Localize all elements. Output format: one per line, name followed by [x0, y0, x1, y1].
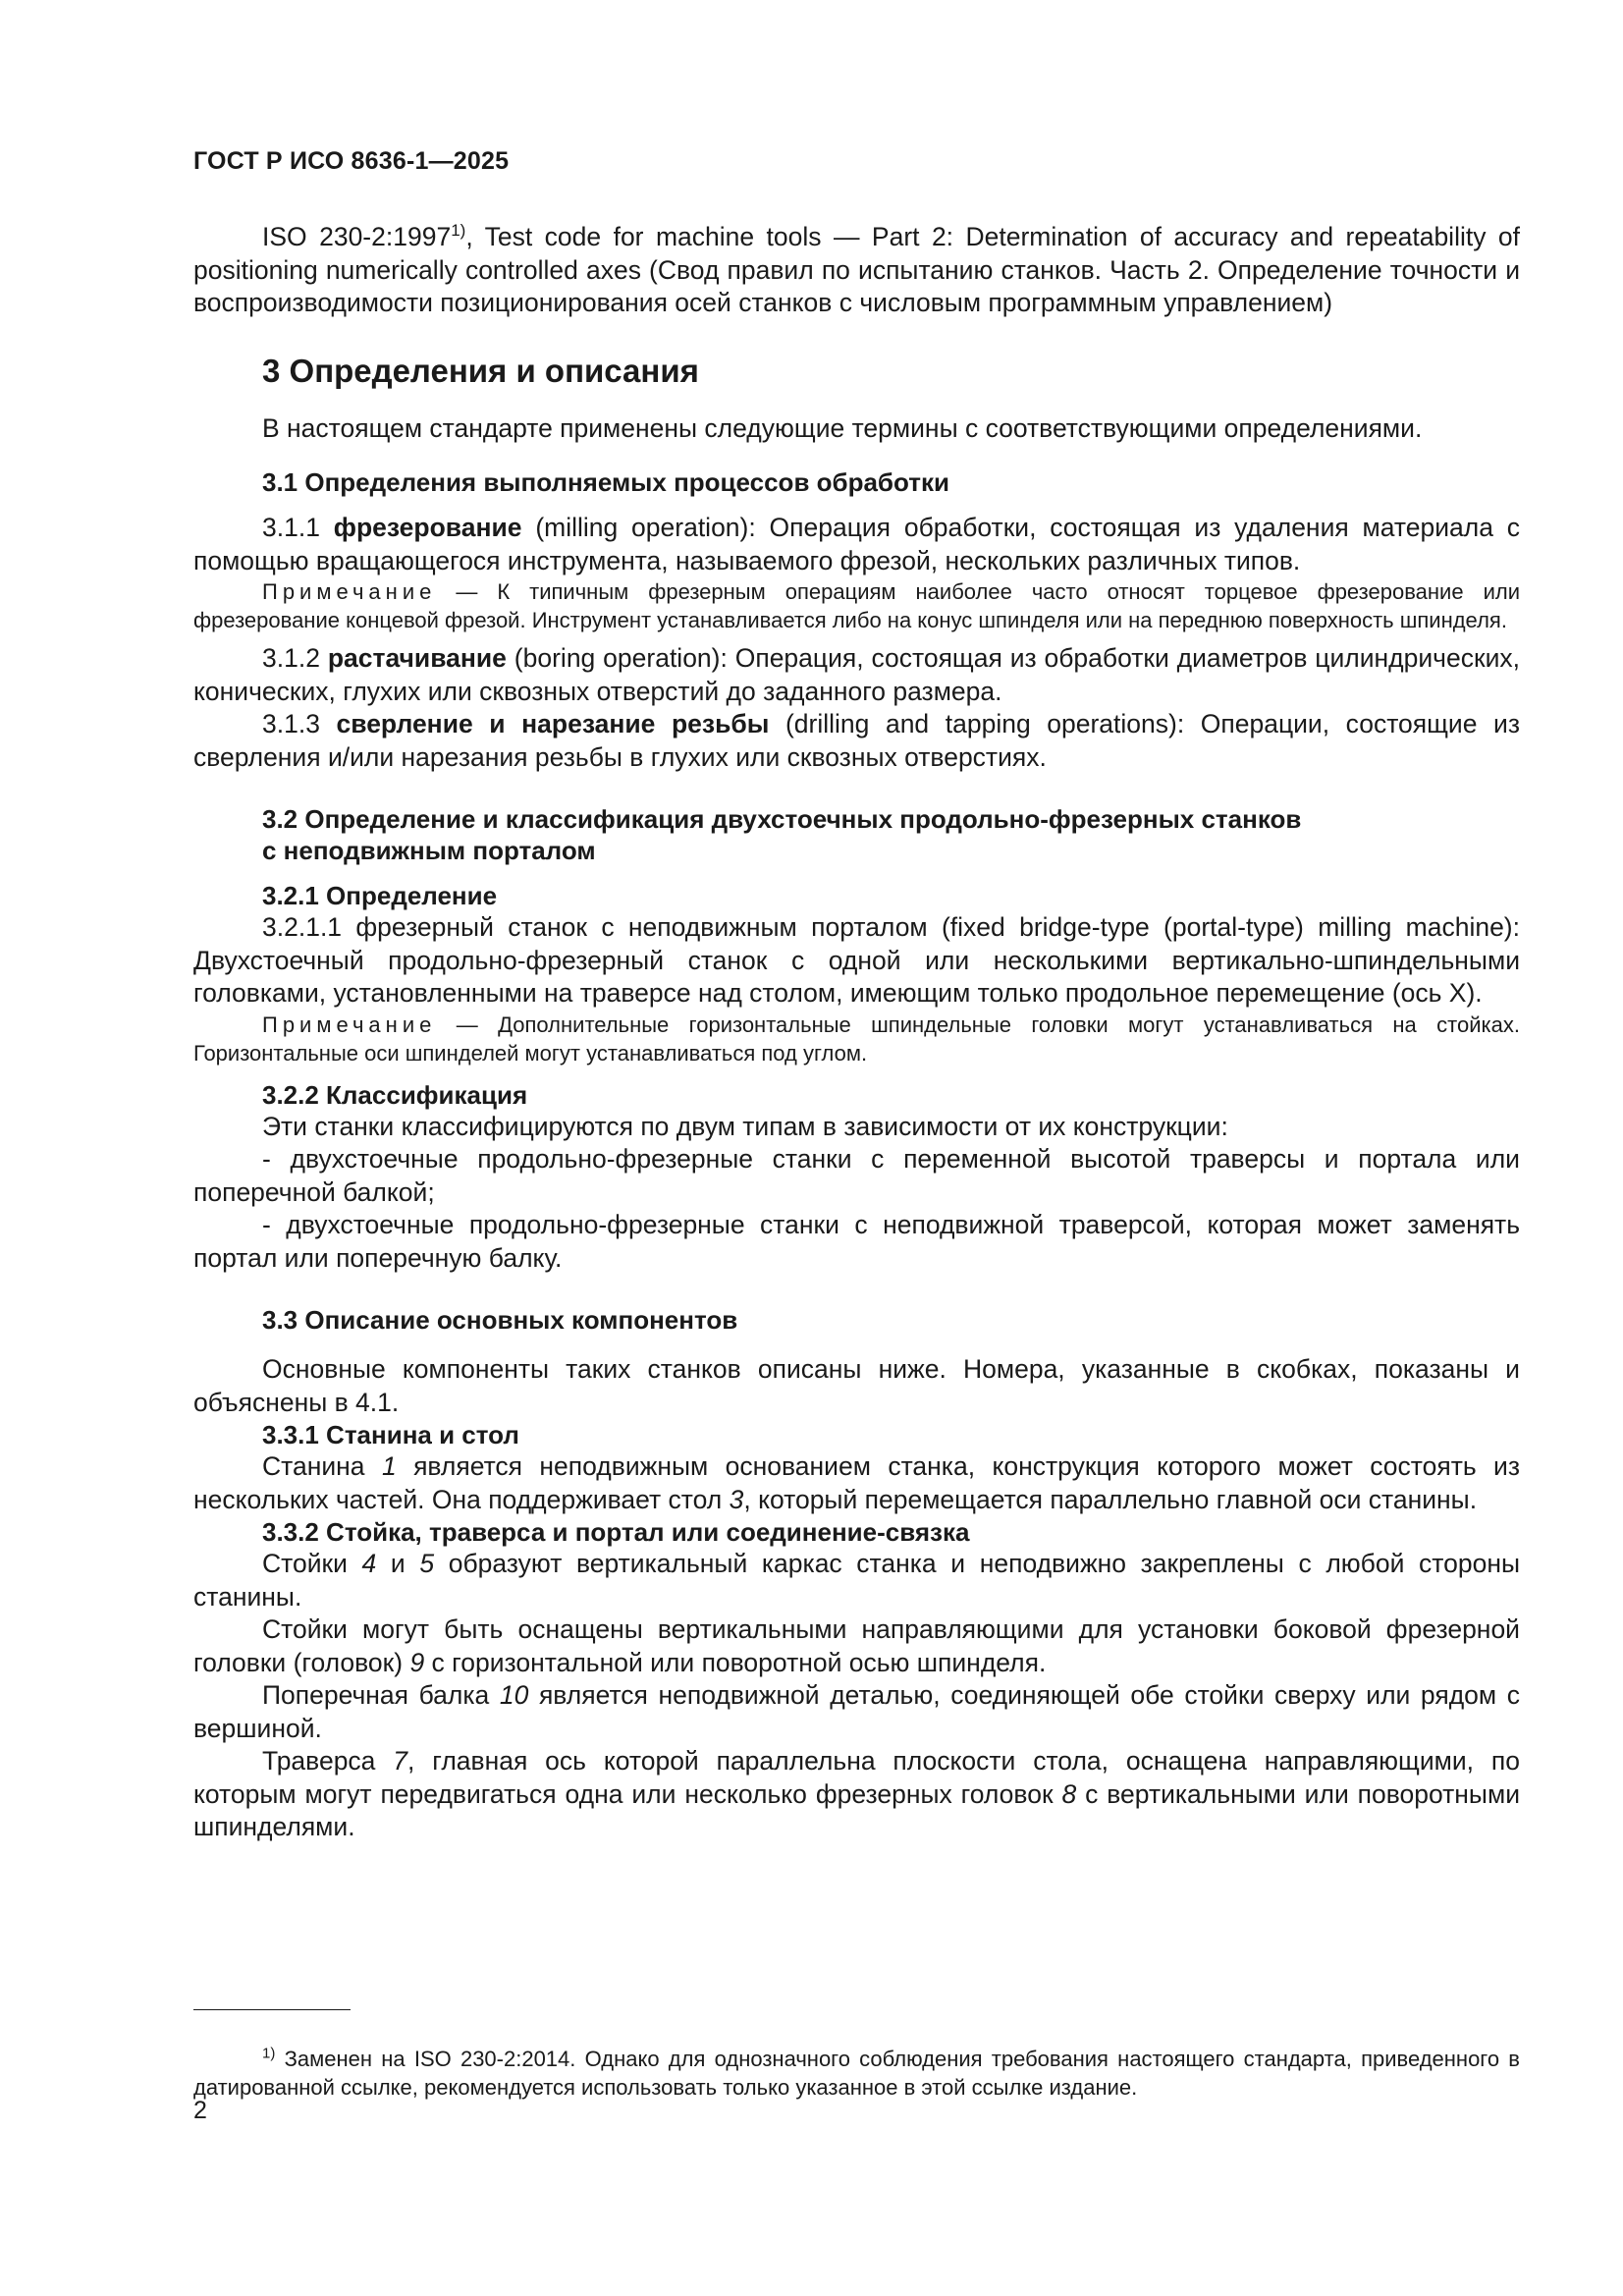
note-label: Примечание [262, 1011, 437, 1037]
section-3-2-title [262, 803, 1520, 866]
text-run: Траверса [262, 1746, 394, 1776]
normative-reference [193, 221, 1520, 320]
component-number: 8 [1061, 1778, 1077, 1809]
text-run: является неподвижной деталью, соединяющей обе стойки сверху или рядом с вершиной. [193, 1680, 1520, 1743]
section-3-2-2-title: 3.2.2 Классификация [262, 1079, 528, 1110]
text-run: , главная ось которой параллельна плоскости стола, оснащена направляющими, по которым могут передвигаться одна или несколько фрезерных головок [193, 1746, 1520, 1809]
footnote-marker: 1) [262, 2045, 276, 2062]
section-3-title: 3 Определения и описания [262, 352, 699, 389]
text-run: , который перемещается параллельно главной оси станины. [743, 1484, 1478, 1514]
component-number: 7 [393, 1746, 408, 1776]
component-number: 4 [361, 1549, 377, 1578]
note-text: — К типичным фрезерным операциям наиболее часто относят торцевое фрезерование или фрезерование концевой фрезой. Инструмент устанавливается либо на конус шпинделя или на переднюю поверхность шпинделя. [193, 579, 1520, 632]
definition-3-1-3 [193, 708, 1520, 774]
section-3-intro: В настоящем стандарте применены следующие термины с соответствующими определениями. [262, 412, 1423, 443]
component-number: 3 [729, 1484, 744, 1514]
text-run: образуют вертикальный каркас станка и неподвижно закреплены с любой стороны станины. [193, 1549, 1520, 1612]
cross-beam-text [193, 1679, 1520, 1745]
definition-number: 3.1.1 [262, 513, 334, 542]
note-text: — Дополнительные горизонтальные шпиндельные головки могут устанавливаться на стойках. Горизонтальные оси шпинделей могут устанавливаться под углом. [193, 1011, 1520, 1066]
document-header: ГОСТ Р ИСО 8636-1—2025 [193, 147, 510, 175]
section-3-2-title-line1: 3.2 Определение и классификация двухстоечных продольно-фрезерных станков [262, 804, 1302, 834]
bed-and-table-text [193, 1450, 1520, 1516]
note-3-1-1 [193, 577, 1520, 634]
text-run: с горизонтальной или поворотной осью шпинделя. [424, 1647, 1047, 1677]
definition-number: 3.1.3 [262, 709, 337, 738]
definition-text: (boring operation): Операция, состоящая из обработки диаметров цилиндрических, конических, глухих или сквозных отверстий до заданного размера. [193, 643, 1520, 706]
component-number: 10 [499, 1680, 529, 1710]
classification-intro: Эти станки классифицируются по двум типам в зависимости от их конструкции: [262, 1111, 1228, 1141]
definition-text: (milling operation): Операция обработки, состоящая из удаления материала с помощью вращающегося инструмента, называемого фрезой, нескольких различных типов. [193, 513, 1520, 575]
component-number: 9 [409, 1647, 425, 1677]
columns-guides-text [193, 1613, 1520, 1679]
document-body [193, 221, 1520, 1844]
definition-3-1-1 [193, 512, 1520, 577]
definition-term: сверление и нарезание резьбы [336, 709, 770, 738]
section-3-3-intro: Основные компоненты таких станков описаны ниже. Номера, указанные в скобках, показаны и объяснены в 4.1. [193, 1354, 1520, 1417]
text-run: является неподвижным основанием станка, конструкция которого может состоять из нескольких частей. Она поддерживает стол [193, 1451, 1521, 1514]
text-run: Стойки могут быть оснащены вертикальными направляющими для установки боковой фрезерной головки (головок) [193, 1614, 1520, 1677]
section-3-2-1-title: 3.2.1 Определение [262, 881, 498, 910]
text-run: с вертикальными или поворотными шпинделями. [193, 1778, 1520, 1841]
section-3-1-title: 3.1 Определения выполняемых процессов обработки [262, 467, 949, 497]
reference-text: , Test code for machine tools — Part 2: Determination of accuracy and repeatability of positioning numerically controlled axes (Свод правил по испытанию станков. Часть 2. Определение точности и воспроизводимости позиционирования осей станков с числовым программным управлением) [193, 222, 1520, 317]
definition-3-2-1-1: 3.2.1.1 фрезерный станок с неподвижным порталом (fixed bridge-type (portal-type) milling machine): Двухстоечный продольно-фрезерный станок с одной или несколькими вертикально-шпиндельными головками, установленными на траверсе над столом, имеющим только продольное перемещение (ось X). [193, 912, 1520, 1008]
text-run: Станина [262, 1451, 382, 1481]
traverse-text [193, 1745, 1520, 1844]
note-3-2-1 [193, 1011, 1520, 1067]
footnote [193, 2045, 1520, 2102]
columns-text [193, 1548, 1520, 1613]
page-number: 2 [193, 2097, 207, 2124]
classification-item: - двухстоечные продольно-фрезерные станки с переменной высотой траверсы и портала или поперечной балкой; [193, 1144, 1520, 1207]
section-3-3-title: 3.3 Описание основных компонентов [262, 1305, 738, 1335]
footnote-divider [193, 2009, 351, 2010]
definition-text: (drilling and tapping operations): Операции, состоящие из сверления и/или нарезания резьбы в глухих или сквозных отверстиях. [193, 709, 1520, 772]
definition-term: растачивание [327, 643, 507, 673]
reference-prefix: ISO 230-2:1997 [262, 222, 452, 251]
note-label: Примечание [262, 579, 437, 604]
component-number: 1 [381, 1451, 397, 1481]
definition-number: 3.1.2 [262, 643, 328, 673]
section-3-2-title-line2: с неподвижным порталом [262, 836, 596, 865]
text-run: Стойки [262, 1549, 362, 1578]
text-run: Поперечная балка [262, 1680, 500, 1710]
text-run: и [376, 1549, 420, 1578]
classification-item: - двухстоечные продольно-фрезерные станки с неподвижной траверсой, которая может заменять портал или поперечную балку. [193, 1210, 1520, 1273]
definition-term: фрезерование [333, 513, 522, 542]
section-3-3-2-title: 3.3.2 Стойка, траверса и портал или соединение-связка [262, 1517, 970, 1547]
component-number: 5 [419, 1549, 435, 1578]
section-3-3-1-title: 3.3.1 Станина и стол [262, 1420, 519, 1449]
definition-3-1-2 [193, 642, 1520, 708]
footnote-text: Заменен на ISO 230-2:2014. Однако для однозначного соблюдения требования настоящего стандарта, приведенного в датированной ссылке, рекомендуется использовать только указанное в этой ссылке издание. [193, 2047, 1520, 2100]
footnote-marker: 1) [451, 221, 466, 241]
